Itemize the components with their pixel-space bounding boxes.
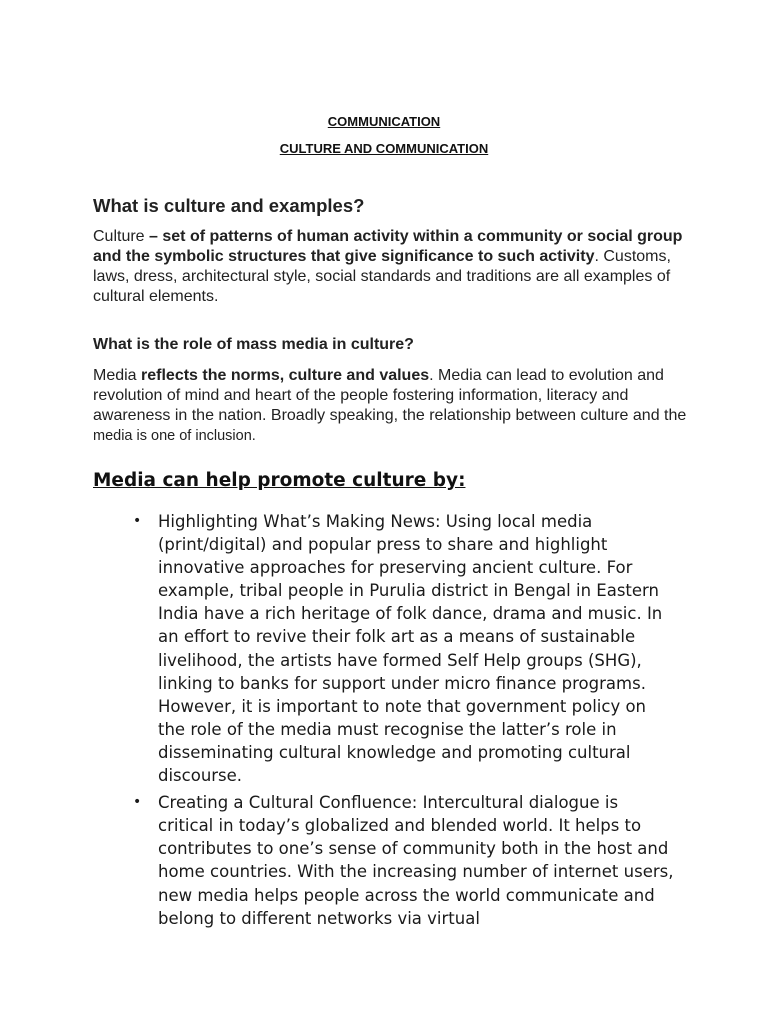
media-role-bold: reflects the norms, culture and values xyxy=(141,367,430,384)
culture-term: Culture xyxy=(93,228,145,245)
media-role-text: . Media can lead to evolution and revolution of mind and heart of the people fostering information, literacy and awareness in the nation. Broadly speaking, the relationship between culture and the xyxy=(93,367,687,424)
culture-definition-paragraph xyxy=(93,227,693,307)
media-role-paragraph xyxy=(93,366,693,446)
document-subtitle: CULTURE AND COMMUNICATION xyxy=(279,141,489,156)
media-term: Media xyxy=(93,367,142,384)
section-heading-promote-culture: Media can help promote culture by: xyxy=(93,470,466,491)
section-heading-media-role: What is the role of mass media in culture? xyxy=(93,336,414,353)
culture-examples-text: . Customs, laws, dress, architectural style, social standards and traditions are all examples of cultural elements. xyxy=(93,248,671,305)
promote-culture-list xyxy=(133,510,678,934)
bullet-icon: • xyxy=(133,794,142,811)
list-item-text: Highlighting What’s Making News: Using local media (print/digital) and popular press to share and highlight innovative approaches for preserving ancient culture. For example, tribal people in Purulia district in Bengal in Eastern India have a rich heritage of folk dance, drama and music. In an effort to revive their folk art as a means of sustainable livelihood, the artists have formed Self Help groups (SHG), linking to banks for support under micro finance programs. However, it is important to note that government policy on the role of the media must recognise the latter’s role in disseminating cultural knowledge and promoting cultural discourse. xyxy=(158,512,663,786)
list-item xyxy=(133,510,678,787)
section-heading-culture: What is culture and examples? xyxy=(93,195,365,216)
list-item xyxy=(133,791,678,930)
media-role-text-small: media is one of inclusion. xyxy=(93,428,256,444)
document-title: COMMUNICATION xyxy=(327,114,441,129)
list-item-text: Creating a Cultural Confluence: Intercultural dialogue is critical in today’s globalized and blended world. It helps to contributes to one’s sense of community both in the host and home countries. With the increasing number of internet users, new media helps people across the world communicate and belong to different networks via virtual xyxy=(158,793,674,928)
bullet-icon: • xyxy=(133,513,142,529)
culture-definition-bold: – set of patterns of human activity within a community or social group and the symbolic structures that give significance to such activity xyxy=(93,228,683,265)
